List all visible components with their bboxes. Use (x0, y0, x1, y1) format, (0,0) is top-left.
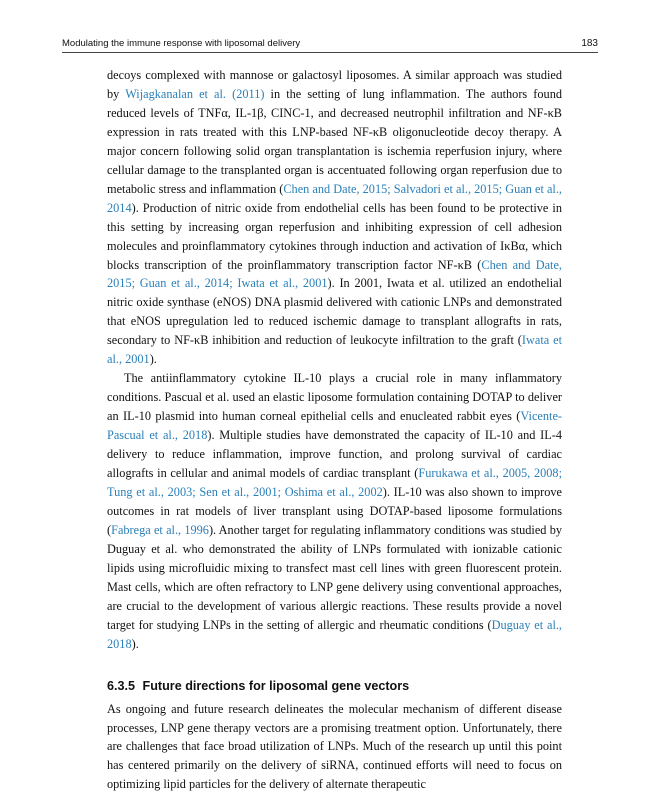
section-number: 6.3.5 (107, 678, 136, 693)
text-run: ). Another target for regulating inflammatory conditions was studied by Duguay et al. who demonstrated the ability of LNPs formulated with ionizable cationic lipids using microfluidic mixing to transfect mast cell lines with green fluorescent protein. Mast cells, which are often refractory to LNP gene delivery using conventional approaches, are crucial to the development of various allergic reactions. These results provide a novel target for studying LNPs in the setting of allergic and rheumatic conditions ( (107, 522, 562, 632)
text-run: ). Multiple studies have demonstrated the capacity of IL-10 and IL-4 delivery to reduce inflammation, improve function, and prolong survival of cardiac allografts in cellular and animal models of cardiac transplant ( (107, 428, 562, 481)
citation-link[interactable]: Furukawa et al., 2005, 2008; Tung et al., 2003; Sen et al., 2001; Oshima et al., 2002 (107, 466, 562, 499)
section-title: Future directions for liposomal gene vectors (142, 678, 410, 693)
citation-link[interactable]: Chen and Date, 2015; Guan et al., 2014; Iwata et al., 2001 (107, 257, 562, 291)
text-run: The antiinflammatory cytokine IL-10 plays a crucial role in many inflammatory conditions. Pascual et al. used an elastic liposome formulation containing DOTAP to deliver an IL-10 plasmid into human corneal epithelial cells and enucleated rabbit eyes ( (107, 371, 562, 424)
running-title: Modulating the immune response with liposomal delivery (62, 38, 301, 49)
paragraph-2 (107, 369, 562, 653)
text-run: in the setting of lung inflammation. The authors found reduced levels of TNFα, IL-1β, CINC-1, and decreased neutrophil infiltration and NF-κB expression in rats treated with this LNP-based NF-κB oligonucleotide decoy therapy. A major concern following solid organ transplantation is ischemia reperfusion injury, where cellular damage to the transplanted organ is accentuated following organ reperfusion due to metabolic stress and inflammation ( (107, 86, 562, 196)
citation-link[interactable]: Wijagkanalan et al. (2011) (125, 86, 265, 101)
text-run: ). (131, 636, 139, 651)
paragraph-1 (107, 66, 562, 369)
citation-link[interactable]: Duguay et al., 2018 (107, 617, 563, 651)
citation-link[interactable]: Vicente-Pascual et al., 2018 (107, 409, 562, 443)
section-heading (107, 678, 562, 694)
citation-link[interactable]: Fabrega et al., 1996 (111, 522, 209, 537)
text-run: ). Production of nitric oxide from endothelial cells has been found to be protective in this setting by increasing organ reperfusion and inhibiting expression of cell adhesion molecules and proinflammatory cytokines through induction and activation of IκBα, which blocks transcription of the proinflammatory transcription factor NF-κB ( (107, 200, 562, 272)
paragraph-3: As ongoing and future research delineates the molecular mechanism of different disease processes, LNP gene therapy vectors are a promising treatment option. Unfortunately, there are challenges that face broad utilization of LNPs. Much of the research up until this point has centered primarily on the delivery of siRNA, continued efforts will need to focus on optimizing lipid particles for the delivery of alternate therapeutic (107, 701, 562, 792)
citation-link[interactable]: Chen and Date, 2015; Salvadori et al., 2015; Guan et al., 2014 (107, 181, 562, 215)
text-run: ). In 2001, Iwata et al. utilized an endothelial nitric oxide synthase (eNOS) DNA plasmid delivered with cationic LNPs and demonstrated that eNOS upregulation led to reduced ischemic damage to transplant allografts in rats, secondary to NF-κB inhibition and reduction of leukocyte infiltration to the graft ( (107, 276, 562, 348)
text-run: ). IL-10 was also shown to improve outcomes in rat models of liver transplant using DOTAP-based liposome formulations ( (107, 484, 562, 537)
citation-link[interactable]: Iwata et al., 2001 (107, 333, 562, 367)
page-number: 183 (581, 38, 598, 49)
body-text (107, 66, 562, 794)
text-run: ). (149, 352, 157, 367)
text-run: decoys complexed with mannose or galactosyl liposomes. A similar approach was studied by (107, 68, 562, 101)
running-header (62, 38, 598, 53)
